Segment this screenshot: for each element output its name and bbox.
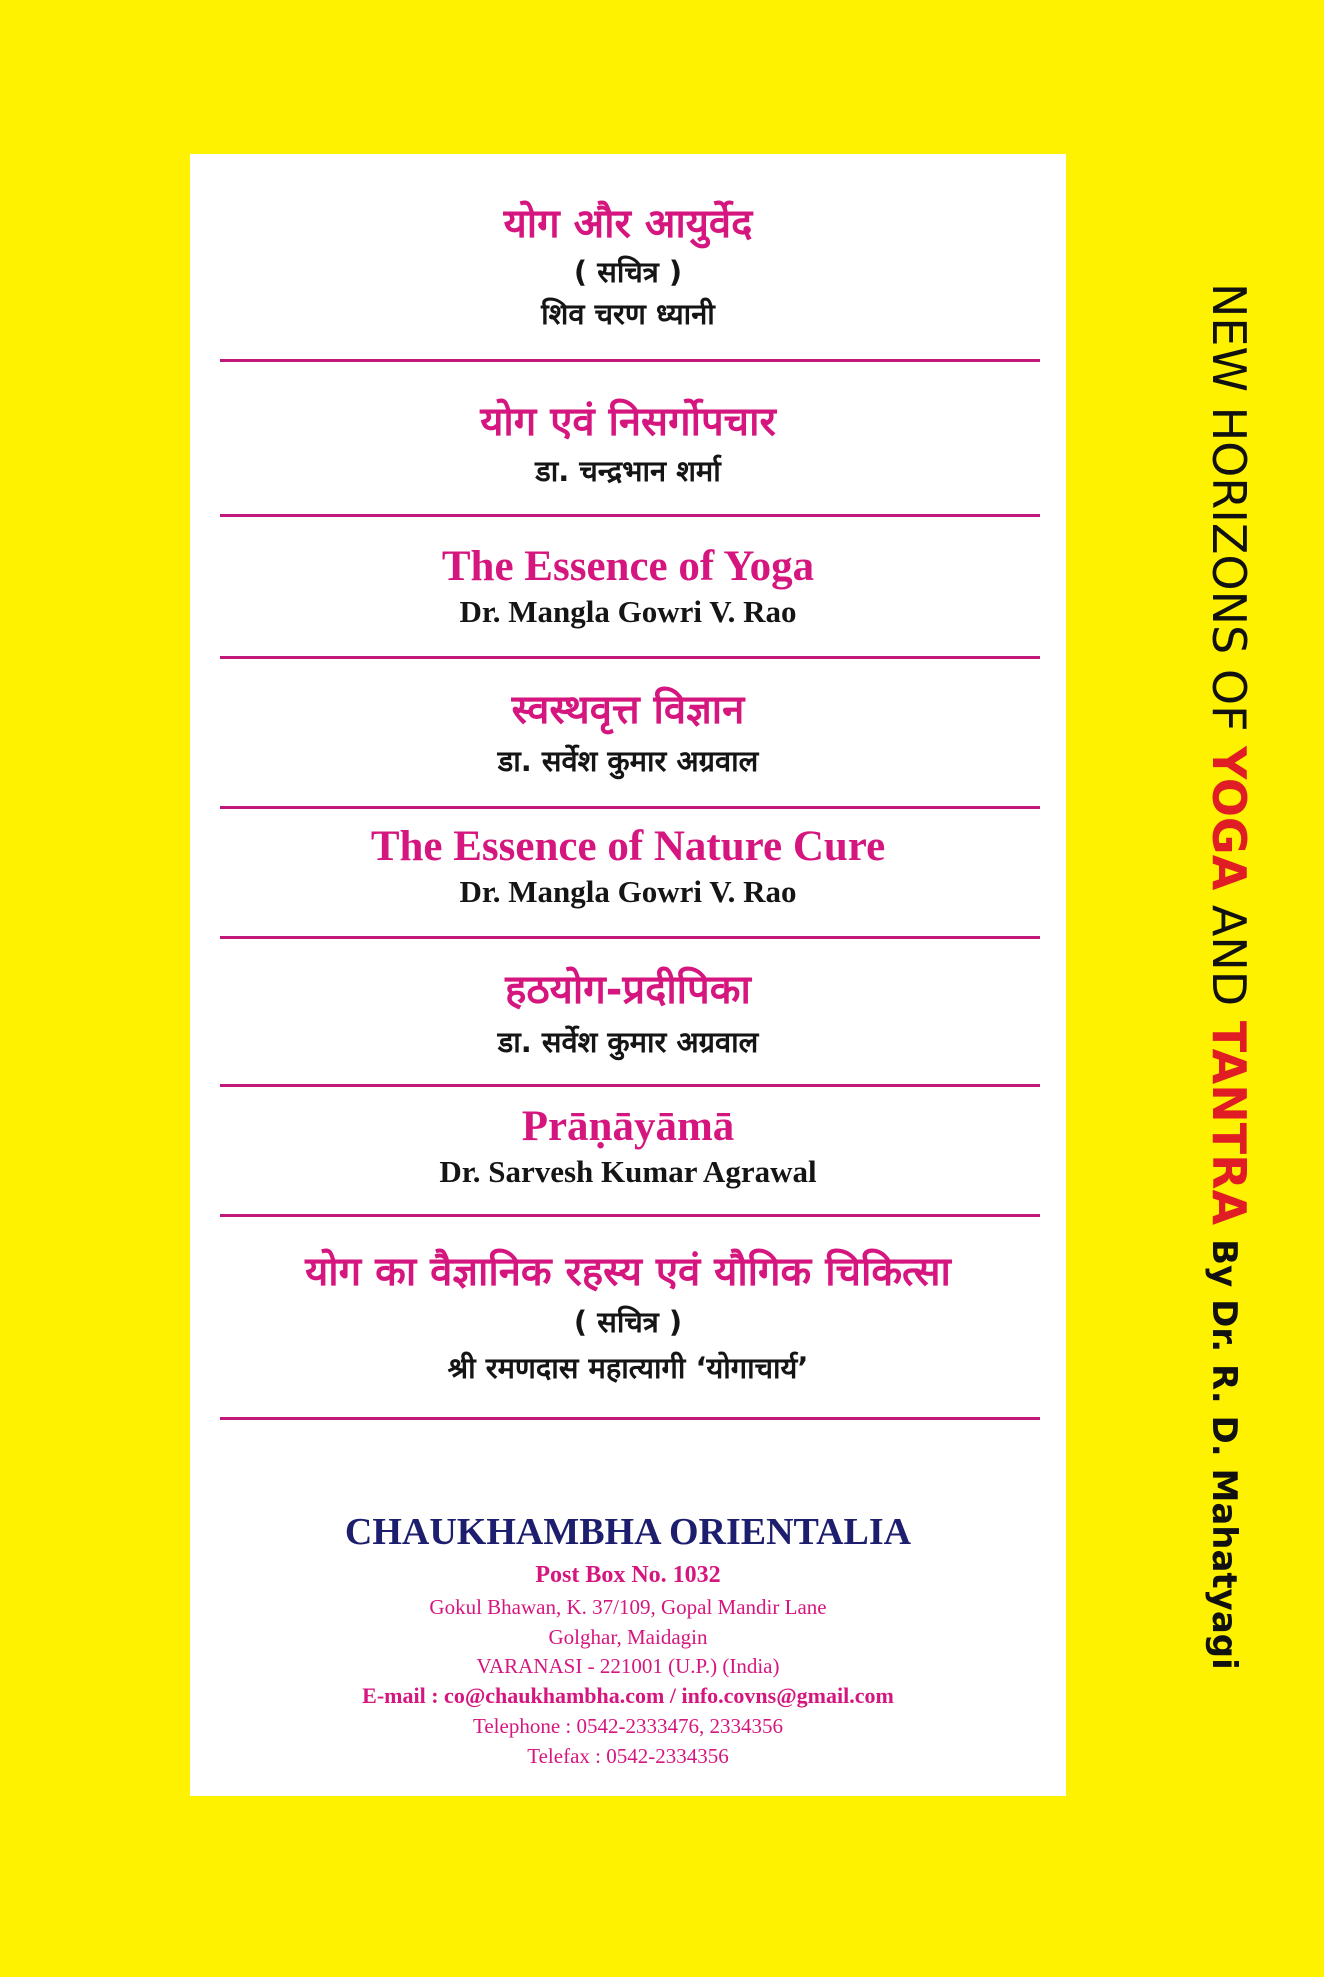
- spine-title-part-3: AND: [1202, 890, 1256, 1021]
- book-7-title: Prāṇāyāmā: [521, 1103, 735, 1150]
- divider-3: [220, 656, 1040, 659]
- book-3-author: Dr. Mangla Gowri V. Rao: [459, 594, 797, 629]
- book-3-title: The Essence of Yoga: [441, 543, 815, 590]
- book-7-author: Dr. Sarvesh Kumar Agrawal: [439, 1154, 817, 1189]
- book-5-author: Dr. Mangla Gowri V. Rao: [459, 874, 797, 909]
- book-6-title: हठयोग-प्रदीपिका: [505, 967, 751, 1013]
- divider-7: [220, 1214, 1040, 1217]
- divider-8: [220, 1417, 1040, 1420]
- publisher-address-2: Golghar, Maidagin: [548, 1625, 708, 1649]
- publisher-email: E-mail : co@chaukhambha.com / info.covns@gmail.com: [362, 1683, 894, 1708]
- publisher-telephone: Telephone : 0542-2333476, 2334356: [473, 1714, 783, 1738]
- book-2-title: योग एवं निसर्गोपचार: [480, 399, 776, 445]
- book-8-note: ( सचित्र ): [573, 1305, 683, 1339]
- divider-5: [220, 936, 1040, 939]
- spine-title-tantra: TANTRA: [1202, 1020, 1256, 1226]
- book-list-panel: [190, 154, 1066, 1796]
- book-4-author: डा. सर्वेश कुमार अग्रवाल: [497, 744, 759, 778]
- book-8-author: श्री रमणदास महात्यागी ‘योगाचार्य’: [447, 1351, 809, 1385]
- book-4-title: स्वस्थवृत्त विज्ञान: [511, 687, 745, 733]
- book-6-author: डा. सर्वेश कुमार अग्रवाल: [497, 1025, 759, 1059]
- publisher-telefax: Telefax : 0542-2334356: [527, 1744, 729, 1768]
- book-1-title: योग और आयुर्वेद: [503, 201, 753, 247]
- divider-6: [220, 1084, 1040, 1087]
- book-1-author: शिव चरण ध्यानी: [541, 297, 715, 331]
- publisher-address-3: VARANASI - 221001 (U.P.) (India): [476, 1654, 780, 1678]
- book-8-title: योग का वैज्ञानिक रहस्य एवं यौगिक चिकित्सा: [305, 1249, 951, 1295]
- divider-2: [220, 514, 1040, 517]
- spine-title-part-1: NEW HORIZONS OF: [1202, 283, 1256, 747]
- book-5-title: The Essence of Nature Cure: [370, 823, 886, 870]
- publisher-address-1: Gokul Bhawan, K. 37/109, Gopal Mandir Lane: [429, 1595, 827, 1619]
- book-1-note: ( सचित्र ): [573, 255, 683, 289]
- spine-title-yoga: YOGA: [1202, 746, 1256, 891]
- spine-byline: By Dr. R. D. Mahatyagi: [1204, 1239, 1244, 1670]
- publisher-name: CHAUKHAMBHA ORIENTALIA: [344, 1511, 912, 1553]
- divider-4: [220, 806, 1040, 809]
- spine-title: [1199, 283, 1254, 1670]
- book-2-author: डा. चन्द्रभान शर्मा: [535, 454, 721, 488]
- publisher-post-box: Post Box No. 1032: [535, 1562, 721, 1588]
- divider-1: [220, 359, 1040, 362]
